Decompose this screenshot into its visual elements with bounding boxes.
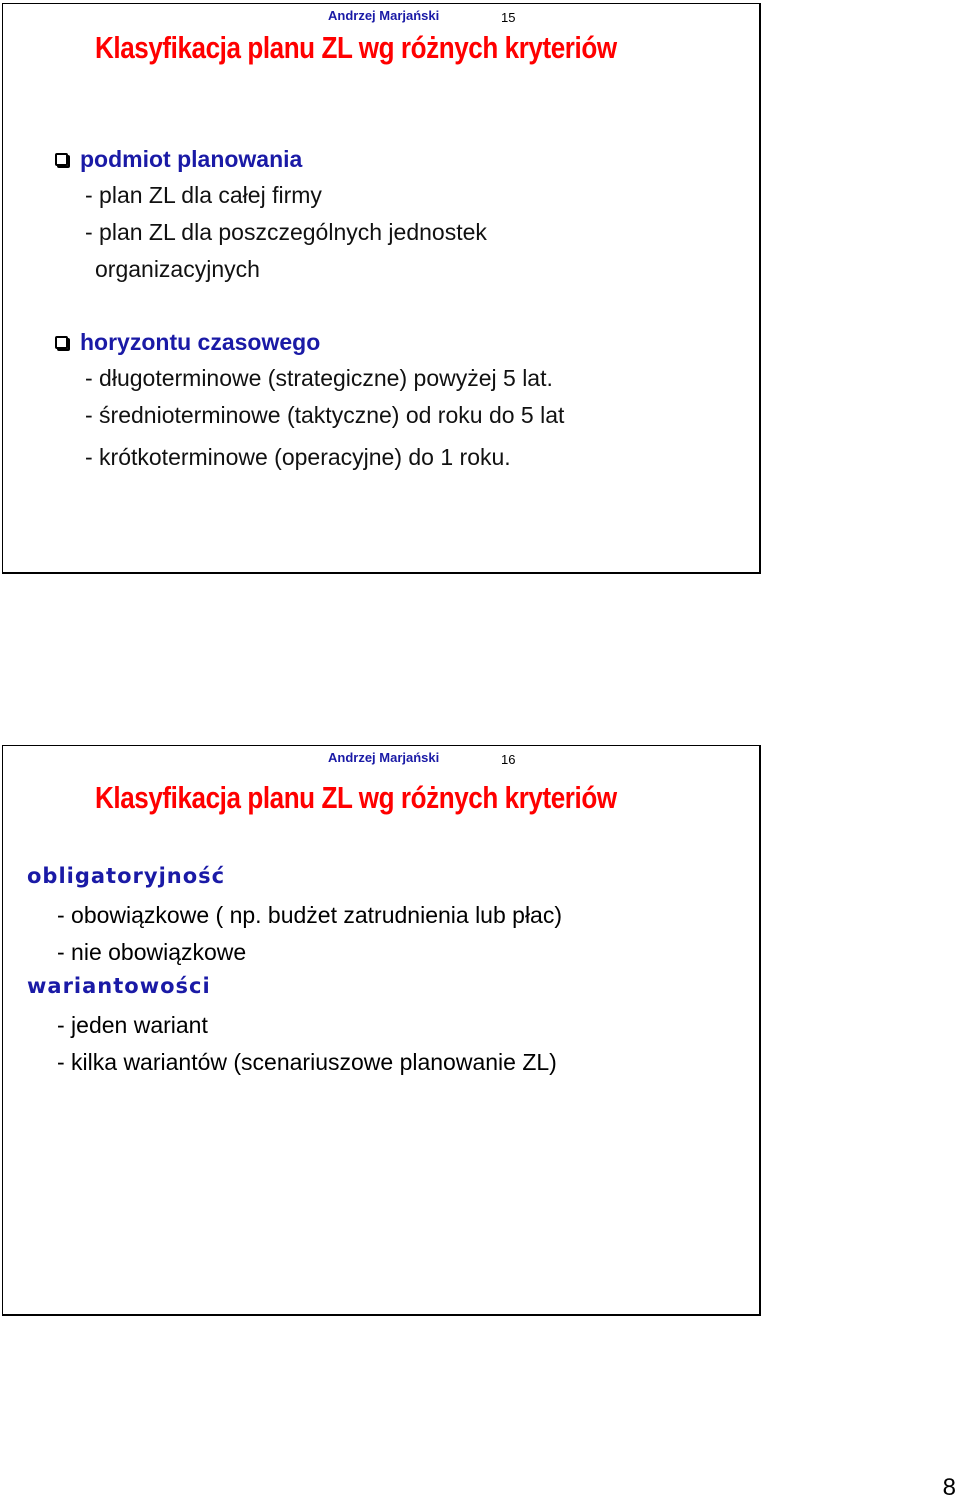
list-item: - plan ZL dla poszczególnych jednostek xyxy=(85,219,487,245)
list-item: - średnioterminowe (taktyczne) od roku do 5 lat xyxy=(85,402,565,428)
section-heading: podmiot planowania xyxy=(80,146,303,172)
list-item: - jeden wariant xyxy=(57,1012,208,1038)
slide-16 xyxy=(2,745,761,1316)
slide-author: Andrzej Marjański xyxy=(328,750,440,765)
slide-title: Klasyfikacja planu ZL wg różnych kryteriów xyxy=(95,30,617,65)
list-item: - kilka wariantów (scenariuszowe planowanie ZL) xyxy=(57,1049,557,1075)
list-item: - nie obowiązkowe xyxy=(57,939,247,965)
slide-number: 16 xyxy=(501,752,516,767)
list-item: organizacyjnych xyxy=(95,256,260,282)
slide-15 xyxy=(2,3,761,574)
checkbox-bullet-icon xyxy=(55,153,68,166)
list-item: - obowiązkowe ( np. budżet zatrudnienia lub płac) xyxy=(57,902,563,928)
section-heading: horyzontu czasowego xyxy=(80,329,321,355)
list-item: - krótkoterminowe (operacyjne) do 1 roku. xyxy=(85,444,511,470)
page-number: 8 xyxy=(942,1474,956,1501)
slide-title: Klasyfikacja planu ZL wg różnych kryteriów xyxy=(95,780,617,815)
section-heading: wariantowości xyxy=(27,974,211,998)
list-item: - plan ZL dla całej firmy xyxy=(85,182,322,208)
section-heading: obligatoryjność xyxy=(27,864,226,888)
slide-author: Andrzej Marjański xyxy=(328,8,440,23)
list-item: - długoterminowe (strategiczne) powyżej 5 lat. xyxy=(85,365,553,391)
slide-number: 15 xyxy=(501,10,516,25)
section-heading-row xyxy=(55,146,302,173)
checkbox-bullet-icon xyxy=(55,336,68,349)
section-heading-row xyxy=(55,329,320,356)
